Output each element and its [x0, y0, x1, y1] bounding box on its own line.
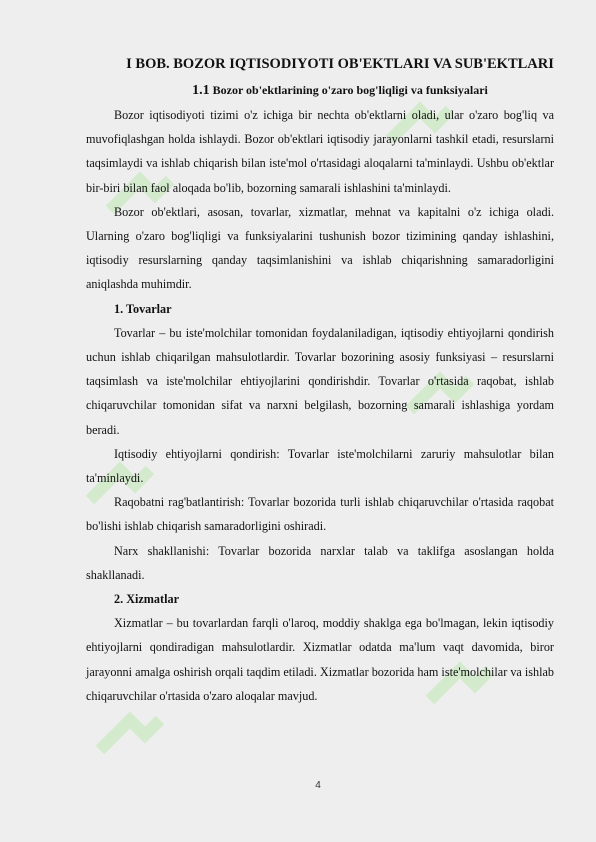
paragraph-5: Raqobatni rag'batlantirish: Tovarlar bozorida turli ishlab chiqaruvchilar o'rtasida raqobat bo'lishi ishlab chiqarish samaradorligini oshiradi.	[86, 495, 554, 534]
section-title: Bozor ob'ektlarining o'zaro bog'liqligi va funksiyalari	[212, 83, 488, 97]
paragraph-1: Bozor iqtisodiyoti tizimi o'z ichiga bir nechta ob'ektlarni oladi, ular o'zaro bog'liq va muvofiqlashgan holda ishlaydi. Bozor ob'ektlari iqtisodiy jarayonlarni tashkil etadi, resurslarni taqsimlaydi va ishlab chiqarish bilan iste'mol o'rtasidagi aloqalarni ta'minlaydi. Ushbu ob'ektlar bir-biri bilan faol aloqada bo'lib, bozorning samarali ishlashini ta'minlaydi.	[86, 108, 554, 195]
paragraph-4: Iqtisodiy ehtiyojlarni qondirish: Tovarlar iste'molchilarni zaruriy mahsulotlar bilan ta'minlaydi.	[86, 446, 554, 486]
paragraph-7: Xizmatlar – bu tovarlardan farqli o'laroq, moddiy shaklga ega bo'lmagan, lekin iqtisodiy ehtiyojlarni qondiradigan mahsulotlardir. Xizmatlar odatda ma'lum vaqt davomida, biror jarayonni amalga oshirish orqali taqdim etiladi. Xizmatlar bozorida ham iste'molchilar va ishlab chiqaruvchilar o'rtasida o'zaro aloqalar mavjud.	[86, 616, 554, 703]
paragraph-3: Tovarlar – bu iste'molchilar tomonidan foydalaniladigan, iqtisodiy ehtiyojlarni qondirish uchun ishlab chiqarilgan mahsulotlardir. Tovarlar bozorining asosiy funksiyasi – resurslarni taqsimlash va iste'molchilar ehtiyojlarini qondirishdir. Tovarlar o'rtasida raqobat, ishlab chiqaruvchilar tomonidan sifat va narxni belgilash, bozorning samarali ishlashiga yordam beradi.	[86, 325, 554, 437]
page-number: 4	[315, 780, 321, 791]
paragraph-2: Bozor ob'ektlari, asosan, tovarlar, xizmatlar, mehnat va kapitalni o'z ichiga oladi. Ularning o'zaro bog'liqligi va funksiyalarini tushunish bozor tizimining qanday ishlashini, iqtisodiy resurslarning qanday taqsimlanishini va ishlab chiqarishning samaradorligini aniqlashda muhimdir.	[86, 204, 554, 292]
section-number: 1.1	[192, 83, 210, 98]
subheading-xizmatlar: 2. Xizmatlar	[114, 592, 179, 607]
paragraph-6: Narx shakllanishi: Tovarlar bozorida narxlar talab va taklifga asoslangan holda shakllanadi.	[86, 543, 554, 582]
subheading-tovarlar: 1. Tovarlar	[114, 301, 172, 316]
page-content	[86, 56, 554, 708]
chapter-title: I BOB. BOZOR IQTISODIYOTI OB'EKTLARI VA SUB'EKTLARI	[126, 56, 554, 72]
section-heading	[86, 82, 554, 99]
